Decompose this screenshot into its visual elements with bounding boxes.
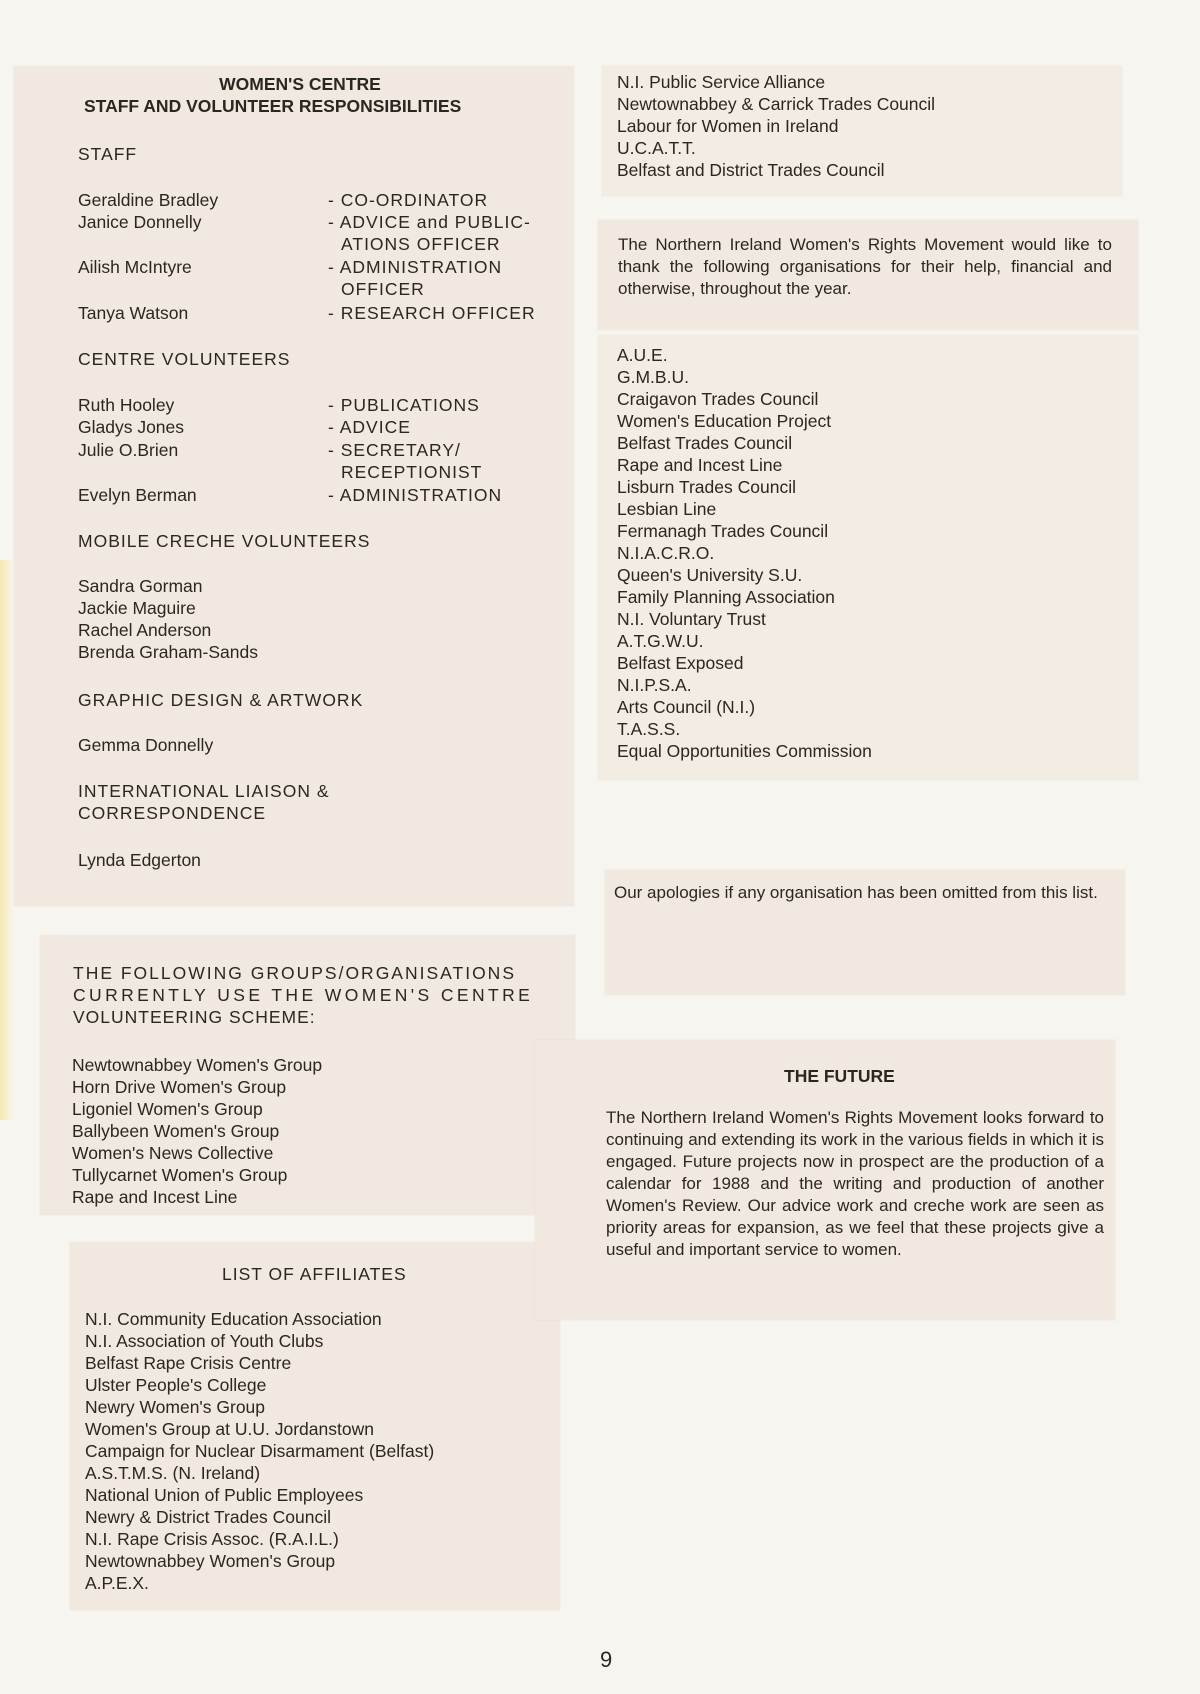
centre-heading-line2: STAFF AND VOLUNTEER RESPONSIBILITIES	[84, 96, 462, 116]
thanks-item: Belfast Exposed	[617, 653, 744, 673]
thanks-item: Women's Education Project	[617, 411, 832, 431]
group-item: Rape and Incest Line	[72, 1187, 238, 1207]
group-item: Horn Drive Women's Group	[72, 1077, 287, 1097]
group-item: Ballybeen Women's Group	[72, 1121, 280, 1141]
affiliate-item: Newtownabbey & Carrick Trades Council	[617, 94, 936, 114]
affiliates-continued-list	[617, 71, 935, 181]
apology-text: Our apologies if any organisation has been omitted from this list.	[614, 883, 1098, 902]
staff-role: ATIONS OFFICER	[341, 234, 501, 254]
thanks-item: N.I. Voluntary Trust	[617, 609, 766, 629]
creche-item: Rachel Anderson	[78, 620, 212, 640]
staff-name: Tanya Watson	[78, 303, 189, 323]
affiliate-item: N.I. Association of Youth Clubs	[85, 1331, 324, 1351]
staff-role: OFFICER	[341, 279, 425, 299]
group-item: Women's News Collective	[72, 1143, 274, 1163]
thanks-item: Belfast Trades Council	[617, 433, 793, 453]
staff-label: STAFF	[78, 144, 138, 164]
affiliate-item: National Union of Public Employees	[85, 1485, 364, 1505]
staff-role: - RESEARCH OFFICER	[328, 303, 536, 323]
thanks-list	[617, 344, 872, 762]
thanks-item: N.I.A.C.R.O.	[617, 543, 715, 563]
thanks-item: A.U.E.	[617, 345, 668, 365]
affiliate-item: Campaign for Nuclear Disarmament (Belfast)	[85, 1441, 435, 1461]
groups-heading-line1: THE FOLLOWING GROUPS/ORGANISATIONS	[73, 963, 516, 983]
intl-item: Lynda Edgerton	[78, 850, 201, 870]
thanks-item: Fermanagh Trades Council	[617, 521, 829, 541]
affiliate-item: Women's Group at U.U. Jordanstown	[85, 1419, 374, 1439]
affiliate-item: Belfast and District Trades Council	[617, 160, 885, 180]
creche-label: MOBILE CRECHE VOLUNTEERS	[78, 531, 371, 551]
design-label: GRAPHIC DESIGN & ARTWORK	[78, 690, 364, 710]
affiliate-item: Newry & District Trades Council	[85, 1507, 332, 1527]
volunteer-name: Gladys Jones	[78, 417, 185, 437]
affiliate-item: Belfast Rape Crisis Centre	[85, 1353, 292, 1373]
affiliate-item: N.I. Rape Crisis Assoc. (R.A.I.L.)	[85, 1529, 339, 1549]
thanks-item: N.I.P.S.A.	[617, 675, 692, 695]
page-number: 9	[600, 1647, 613, 1672]
volunteer-role: RECEPTIONIST	[341, 462, 483, 482]
group-item: Newtownabbey Women's Group	[72, 1055, 323, 1075]
staff-name: Janice Donnelly	[78, 212, 202, 232]
creche-item: Jackie Maguire	[78, 598, 196, 618]
affiliate-item: A.P.E.X.	[85, 1573, 149, 1593]
volunteer-name: Ruth Hooley	[78, 395, 175, 415]
thanks-item: Lisburn Trades Council	[617, 477, 796, 497]
group-item: Ligoniel Women's Group	[72, 1099, 263, 1119]
affiliates-heading: LIST OF AFFILIATES	[222, 1264, 407, 1284]
staff-name: Geraldine Bradley	[78, 190, 219, 210]
volunteers-label: CENTRE VOLUNTEERS	[78, 349, 291, 369]
page-edge-tint	[0, 560, 14, 1120]
thanks-item: G.M.B.U.	[617, 367, 689, 387]
groups-list	[72, 1054, 322, 1208]
staff-name: Ailish McIntyre	[78, 257, 192, 277]
affiliate-item: Newtownabbey Women's Group	[85, 1551, 336, 1571]
affiliates-list	[85, 1308, 434, 1594]
groups-heading-line3: VOLUNTEERING SCHEME:	[73, 1007, 316, 1027]
groups-heading-line2: CURRENTLY USE THE WOMEN'S CENTRE	[73, 985, 534, 1005]
thanks-intro: The Northern Ireland Women's Rights Movement would like to thank the following organisations for their help, financial and otherwise, throughout the year.	[618, 235, 1112, 298]
staff-role: - CO-ORDINATOR	[328, 190, 489, 210]
design-item: Gemma Donnelly	[78, 735, 214, 755]
volunteer-name: Evelyn Berman	[78, 485, 197, 505]
thanks-item: Lesbian Line	[617, 499, 717, 519]
thanks-item: Arts Council (N.I.)	[617, 697, 756, 717]
volunteer-role: - SECRETARY/	[328, 440, 461, 460]
affiliate-item: N.I. Public Service Alliance	[617, 72, 826, 92]
volunteer-role: - ADVICE	[328, 417, 411, 437]
volunteer-name: Julie O.Brien	[78, 440, 179, 460]
thanks-item: A.T.G.W.U.	[617, 631, 704, 651]
affiliate-item: U.C.A.T.T.	[617, 138, 696, 158]
creche-item: Sandra Gorman	[78, 576, 203, 596]
thanks-item: Family Planning Association	[617, 587, 835, 607]
thanks-item: Equal Opportunities Commission	[617, 741, 872, 761]
thanks-item: Rape and Incest Line	[617, 455, 783, 475]
affiliate-item: Ulster People's College	[85, 1375, 267, 1395]
intl-label-line2: CORRESPONDENCE	[78, 803, 267, 823]
affiliate-item: A.S.T.M.S. (N. Ireland)	[85, 1463, 261, 1483]
affiliate-item: Newry Women's Group	[85, 1397, 266, 1417]
volunteer-role: - ADMINISTRATION	[328, 485, 503, 505]
thanks-item: Queen's University S.U.	[617, 565, 803, 585]
volunteer-role: - PUBLICATIONS	[328, 395, 480, 415]
creche-list	[78, 575, 258, 663]
affiliate-item: Labour for Women in Ireland	[617, 116, 839, 136]
affiliate-item: N.I. Community Education Association	[85, 1309, 382, 1329]
thanks-item: T.A.S.S.	[617, 719, 681, 739]
staff-role: - ADVICE and PUBLIC-	[328, 212, 531, 232]
future-body: The Northern Ireland Women's Rights Movement looks forward to continuing and extending its work in the various fields in which it is engaged. Future projects now in prospect are the production of a calendar for 1988 and the writing and production of another Women's Review. Our advice work and creche work are seen as priority areas for expansion, as we feel that these projects give a useful and important service to women.	[606, 1108, 1104, 1259]
intl-label-line1: INTERNATIONAL LIAISON &	[78, 781, 330, 801]
group-item: Tullycarnet Women's Group	[72, 1165, 288, 1185]
future-heading: THE FUTURE	[784, 1066, 895, 1086]
creche-item: Brenda Graham-Sands	[78, 642, 258, 662]
centre-heading-line1: WOMEN'S CENTRE	[219, 74, 381, 94]
staff-role: - ADMINISTRATION	[328, 257, 503, 277]
thanks-item: Craigavon Trades Council	[617, 389, 819, 409]
